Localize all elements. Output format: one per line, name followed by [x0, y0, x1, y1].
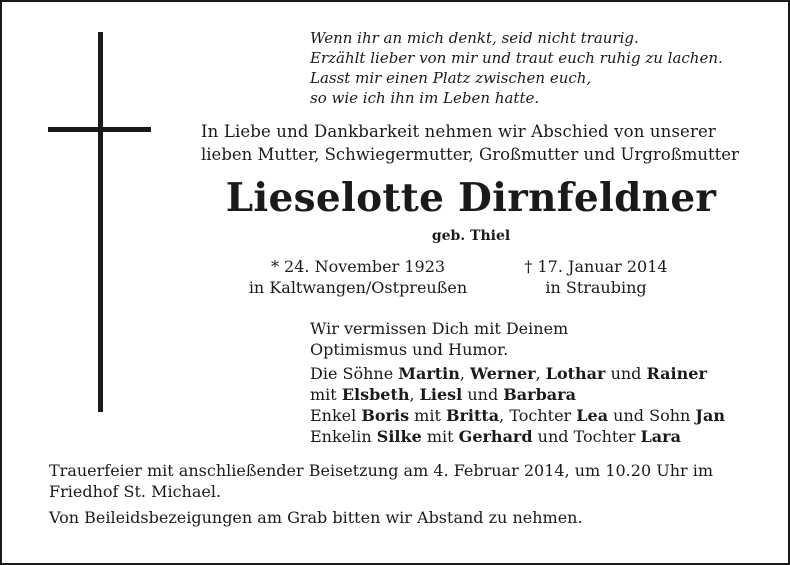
text: mit [421, 427, 459, 446]
family-line-spouses [310, 384, 725, 405]
intro-line: lieben Mutter, Schwiegermutter, Großmutter und Urgroßmutter [201, 145, 739, 164]
name: Barbara [503, 385, 576, 404]
family-line-grandson [310, 405, 725, 426]
text: , [409, 385, 420, 404]
death-info [512, 256, 680, 298]
name: Werner [470, 364, 536, 383]
name: Lothar [545, 364, 606, 383]
poem-line: Wenn ihr an mich denkt, seid nicht traurig. [310, 29, 639, 47]
text: und Tochter [532, 427, 641, 446]
name: Boris [361, 406, 410, 425]
name: Lea [576, 406, 609, 425]
text: Enkel [310, 406, 362, 425]
text: und [462, 385, 504, 404]
miss-line: Wir vermissen Dich mit Deinem [310, 319, 569, 338]
farewell-intro [201, 120, 745, 166]
name: Jan [695, 406, 725, 425]
family-line-granddaughter [310, 426, 725, 447]
name: Silke [376, 427, 422, 446]
name: Britta [445, 406, 500, 425]
text: Die Söhne [310, 364, 399, 383]
text: und Sohn [608, 406, 696, 425]
death-place: in Straubing [545, 278, 647, 297]
birth-info [230, 256, 486, 298]
name: Rainer [646, 364, 707, 383]
text: , [535, 364, 546, 383]
name: Martin [398, 364, 460, 383]
intro-line: In Liebe und Dankbarkeit nehmen wir Abschied von unserer [201, 122, 716, 141]
miss-message [310, 318, 568, 360]
text: und [605, 364, 647, 383]
poem-line: Erzählt lieber von mir und traut euch ruhig zu lachen. [310, 49, 723, 67]
birth-date: * 24. November 1923 [270, 257, 446, 276]
deceased-name: Lieselotte Dirnfeldner [225, 175, 717, 221]
text: , Tochter [499, 406, 577, 425]
text: mit [310, 385, 342, 404]
poem-line: Lasst mir einen Platz zwischen euch, [310, 69, 592, 87]
name: Gerhard [458, 427, 533, 446]
family-line-sons [310, 363, 725, 384]
text: mit [409, 406, 446, 425]
name: Elsbeth [341, 385, 410, 404]
maiden-name: geb. Thiel [431, 228, 511, 244]
text: , [459, 364, 471, 383]
cross-horizontal-bar [48, 127, 151, 132]
miss-line: Optimismus und Humor. [310, 340, 509, 359]
death-date: † 17. Januar 2014 [524, 257, 668, 276]
poem-line: so wie ich ihn im Leben hatte. [310, 89, 540, 107]
condolences-note: Von Beileidsbezeigungen am Grab bitten wir Abstand zu nehmen. [49, 508, 583, 527]
poem [310, 28, 780, 108]
birth-place: in Kaltwangen/Ostpreußen [248, 278, 468, 297]
name: Lara [640, 427, 681, 446]
family-members [310, 363, 725, 447]
name: Liesl [419, 385, 463, 404]
text: Enkelin [310, 427, 377, 446]
funeral-ceremony-info: Trauerfeier mit anschließender Beisetzung am 4. Februar 2014, um 10.20 Uhr im Friedhof St. Michael. [49, 461, 714, 501]
